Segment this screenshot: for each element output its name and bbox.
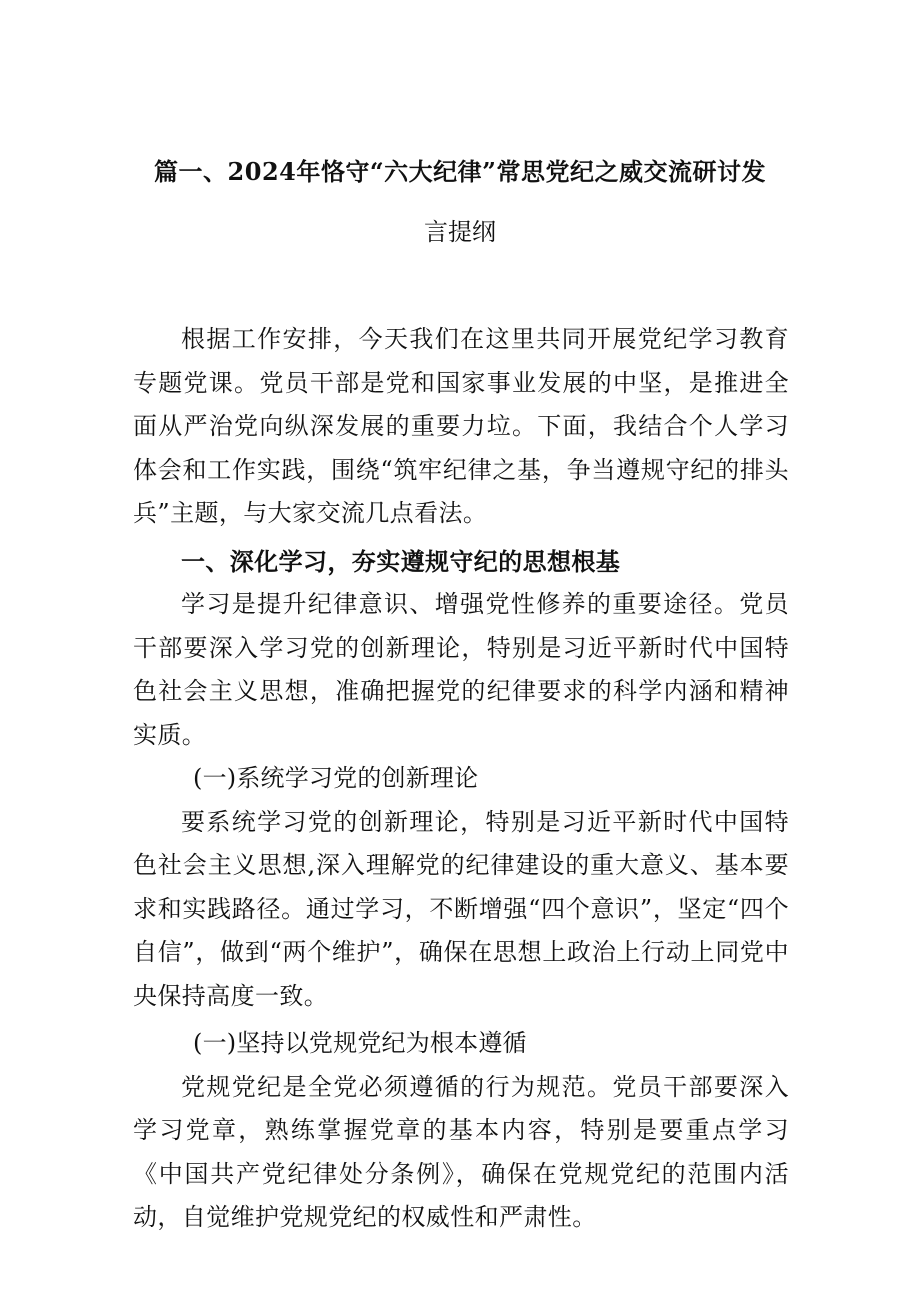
subsection-heading-1: (一)系统学习党的创新理论 [193,764,479,792]
section-heading-1: 一、深化学习，夯实遵规守纪的思想根基 [181,546,621,576]
subsection-1-paragraph: 要系统学习党的创新理论，特别是习近平新时代中国特色社会主义思想,深入理解党的纪律建设的重大意义、基本要求和实践路径。通过学习，不断增强“四个意识”，坚定“四个自信”，做到“两个维护”，确保在思想上政治上行动上同党中央保持高度一致。 [133,807,789,1010]
subsection-heading-2: (一)坚持以党规党纪为根本遵循 [193,1029,527,1057]
document-title: 篇一、2024年恪守“六大纪律”常思党纪之威交流研讨发 [154,157,766,186]
document-body [133,318,789,1240]
section-1-paragraph: 学习是提升纪律意识、增强党性修养的重要途径。党员干部要深入学习党的创新理论，特别是习近平新时代中国特色社会主义思想，准确把握党的纪律要求的科学内涵和精神实质。 [133,590,789,749]
document-title-continuation: 言提纲 [424,218,496,246]
intro-paragraph: 根据工作安排，今天我们在这里共同开展党纪学习教育专题党课。党员干部是党和国家事业发展的中坚，是推进全面从严治党向纵深发展的重要力垃。下面，我结合个人学习体会和工作实践，围绕“筑牢纪律之基，争当遵规守纪的排头兵”主题，与大家交流几点看法。 [133,325,789,527]
subsection-2-paragraph: 党规党纪是全党必须遵循的行为规范。党员干部要深入学习党章，熟练掌握党章的基本内容，特别是要重点学习《中国共产党纪律处分条例》，确保在党规党纪的范围内活动，自觉维护党规党纪的权威性和严肃性。 [133,1072,789,1231]
